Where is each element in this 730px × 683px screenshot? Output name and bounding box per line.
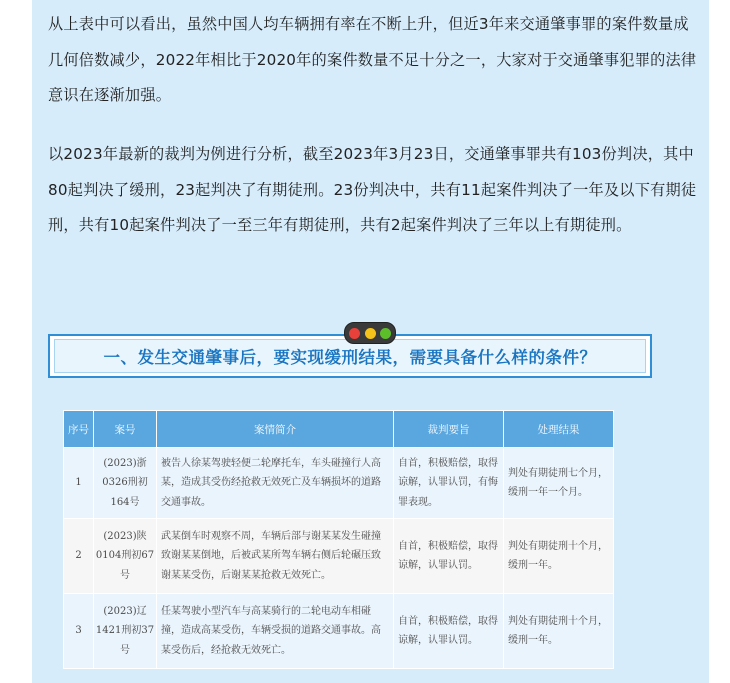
cell-number: 1 (64, 448, 94, 519)
header-gist: 裁判要旨 (394, 411, 504, 448)
cell-result: 判处有期徒刑十个月，缓刑一年。 (504, 519, 614, 594)
header-summary: 案情简介 (157, 411, 394, 448)
cell-summary: 任某驾驶小型汽车与高某骑行的二轮电动车相碰撞，造成高某受伤，车辆受损的道路交通事故。高某受伤后，经抢救无效死亡。 (157, 594, 394, 669)
cell-case-no: (2023)辽1421刑初37号 (94, 594, 157, 669)
section-heading-text: 一、发生交通肇事后，要实现缓刑结果，需要具备什么样的条件？ (103, 348, 597, 367)
cell-gist: 自首，积极赔偿，取得谅解，认罪认罚，有悔罪表现。 (394, 448, 504, 519)
header-number: 序号 (64, 411, 94, 448)
cell-case-no: (2023)陕0104刑初67号 (94, 519, 157, 594)
cell-result: 判处有期徒刑七个月，缓刑一年一个月。 (504, 448, 614, 519)
table-row (64, 594, 614, 669)
cell-gist: 自首，积极赔偿，取得谅解，认罪认罚。 (394, 594, 504, 669)
green-light-icon (380, 328, 391, 339)
cell-summary: 被告人徐某驾驶轻便二轮摩托车，车头碰撞行人高某，造成其受伤经抢救无效死亡及车辆损坏的道路交通事故。 (157, 448, 394, 519)
red-light-icon (349, 328, 360, 339)
case-table (63, 410, 614, 669)
table-row (64, 519, 614, 594)
paragraph-intro: 从上表中可以看出，虽然中国人均车辆拥有率在不断上升，但近3年来交通肇事罪的案件数量成几何倍数减少，2022年相比于2020年的案件数量不足十分之一，大家对于交通肇事犯罪的法律意识在逐渐加强。 (48, 15, 697, 104)
cell-number: 3 (64, 594, 94, 669)
section-heading (48, 322, 652, 378)
table-row (64, 448, 614, 519)
cell-number: 2 (64, 519, 94, 594)
traffic-light-icon (344, 322, 396, 344)
header-case-no: 案号 (94, 411, 157, 448)
cell-result: 判处有期徒刑十个月，缓刑一年。 (504, 594, 614, 669)
paragraph-analysis: 以2023年最新的裁判为例进行分析，截至2023年3月23日，交通肇事罪共有103份判决，其中80起判决了缓刑，23起判决了有期徒刑。23份判决中，共有11起案件判决了一年及以下有期徒刑，共有10起案件判决了一至三年有期徒刑，共有2起案件判决了三年以上有期徒刑。 (48, 145, 697, 234)
cell-summary: 武某倒车时观察不周，车辆后部与谢某某发生碰撞致谢某某倒地，后被武某所驾车辆右侧后轮碾压致谢某某受伤，后谢某某抢救无效死亡。 (157, 519, 394, 594)
table-header-row (64, 411, 614, 448)
header-result: 处理结果 (504, 411, 614, 448)
cell-gist: 自首，积极赔偿，取得谅解，认罪认罚。 (394, 519, 504, 594)
yellow-light-icon (365, 328, 376, 339)
cell-case-no: (2023)浙0326刑初164号 (94, 448, 157, 519)
